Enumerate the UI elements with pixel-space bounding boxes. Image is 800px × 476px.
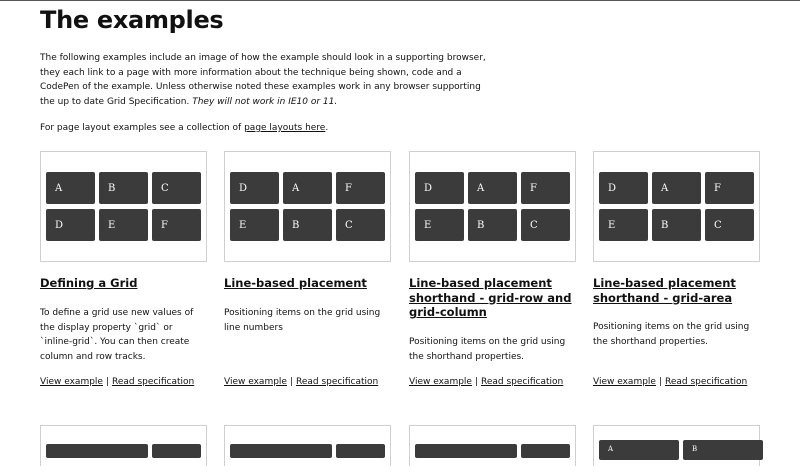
view-example-link[interactable]: View example xyxy=(409,377,472,387)
grid-cell: A xyxy=(599,440,679,460)
thumbnail-grid xyxy=(599,440,763,472)
grid-cell: B xyxy=(683,440,763,460)
grid-cell: A xyxy=(46,172,95,204)
page-title: The examples xyxy=(40,6,224,34)
grid-cell: C xyxy=(152,172,201,204)
thumbnail-grid xyxy=(230,172,385,241)
grid-cell: A xyxy=(468,172,517,204)
grid-cell: F xyxy=(152,209,201,241)
card-links xyxy=(593,377,747,387)
page-layouts-link[interactable]: page layouts here xyxy=(244,123,326,133)
intro-text: The following examples include an image of how the example should look in a supporting browser, they each link to a page with more information about the technique being shown, code and a CodePen of the example. Unless otherwise noted these examples work in any browser supporting the up to date Grid Specification. xyxy=(40,53,486,107)
card-links xyxy=(40,377,194,387)
example-thumbnail[interactable] xyxy=(593,425,760,466)
link-separator: | xyxy=(474,377,479,387)
thumbnail-grid xyxy=(415,444,570,476)
card-title-link[interactable]: Line-based placement xyxy=(224,276,367,290)
grid-cell: E xyxy=(230,209,279,241)
grid-cell: F xyxy=(336,172,385,204)
read-specification-link[interactable]: Read specification xyxy=(481,377,564,387)
read-specification-link[interactable]: Read specification xyxy=(296,377,379,387)
layouts-paragraph xyxy=(40,123,328,133)
example-thumbnail[interactable] xyxy=(40,425,207,466)
layouts-suffix: . xyxy=(325,123,329,133)
grid-cell: E xyxy=(415,209,464,241)
grid-cell: D xyxy=(46,209,95,241)
grid-cell: C xyxy=(705,209,754,241)
grid-cell: D xyxy=(415,172,464,204)
link-separator: | xyxy=(289,377,294,387)
example-thumbnail[interactable] xyxy=(593,151,760,262)
example-thumbnail[interactable] xyxy=(409,151,576,262)
grid-cell: D xyxy=(599,172,648,204)
grid-cell: C xyxy=(336,209,385,241)
example-thumbnail[interactable] xyxy=(409,425,576,466)
grid-cell: E xyxy=(99,209,148,241)
card-links xyxy=(224,377,378,387)
card-title-link[interactable]: Defining a Grid xyxy=(40,276,138,290)
card-description: To define a grid use new values of the display property `grid` or `inline-grid`. You can then create column and row tracks. xyxy=(40,308,194,362)
grid-cell: E xyxy=(599,209,648,241)
thumbnail-grid xyxy=(599,172,754,241)
card-title-link[interactable]: Line-based placement shorthand - grid-row and grid-column xyxy=(409,276,572,319)
grid-cell: C xyxy=(521,209,570,241)
grid-cell: B xyxy=(99,172,148,204)
layouts-prefix: For page layout examples see a collection of xyxy=(40,123,242,133)
grid-cell: B xyxy=(283,209,332,241)
grid-cell: F xyxy=(521,172,570,204)
grid-cell: A xyxy=(283,172,332,204)
view-example-link[interactable]: View example xyxy=(224,377,287,387)
example-thumbnail[interactable] xyxy=(40,151,207,262)
intro-paragraph xyxy=(40,51,490,109)
example-thumbnail[interactable] xyxy=(224,151,391,262)
intro-note: They will not work in IE10 or 11. xyxy=(192,96,338,107)
thumbnail-grid xyxy=(230,444,385,476)
grid-cell: F xyxy=(705,172,754,204)
card-title-link[interactable]: Line-based placement shorthand - grid-area xyxy=(593,276,736,305)
grid-cell: A xyxy=(652,172,701,204)
card-description: Positioning items on the grid using the shorthand properties. xyxy=(409,337,566,362)
link-separator: | xyxy=(658,377,663,387)
view-example-link[interactable]: View example xyxy=(40,377,103,387)
thumbnail-grid xyxy=(46,172,201,241)
view-example-link[interactable]: View example xyxy=(593,377,656,387)
card-links xyxy=(409,377,563,387)
thumbnail-grid xyxy=(415,172,570,241)
read-specification-link[interactable]: Read specification xyxy=(112,377,195,387)
thumbnail-grid xyxy=(46,444,201,476)
grid-cell: B xyxy=(652,209,701,241)
grid-cell: B xyxy=(468,209,517,241)
card-description: Positioning items on the grid using the shorthand properties. xyxy=(593,322,750,347)
example-thumbnail[interactable] xyxy=(224,425,391,466)
read-specification-link[interactable]: Read specification xyxy=(665,377,748,387)
grid-cell: D xyxy=(230,172,279,204)
link-separator: | xyxy=(105,377,110,387)
card-description: Positioning items on the grid using line numbers xyxy=(224,308,381,333)
